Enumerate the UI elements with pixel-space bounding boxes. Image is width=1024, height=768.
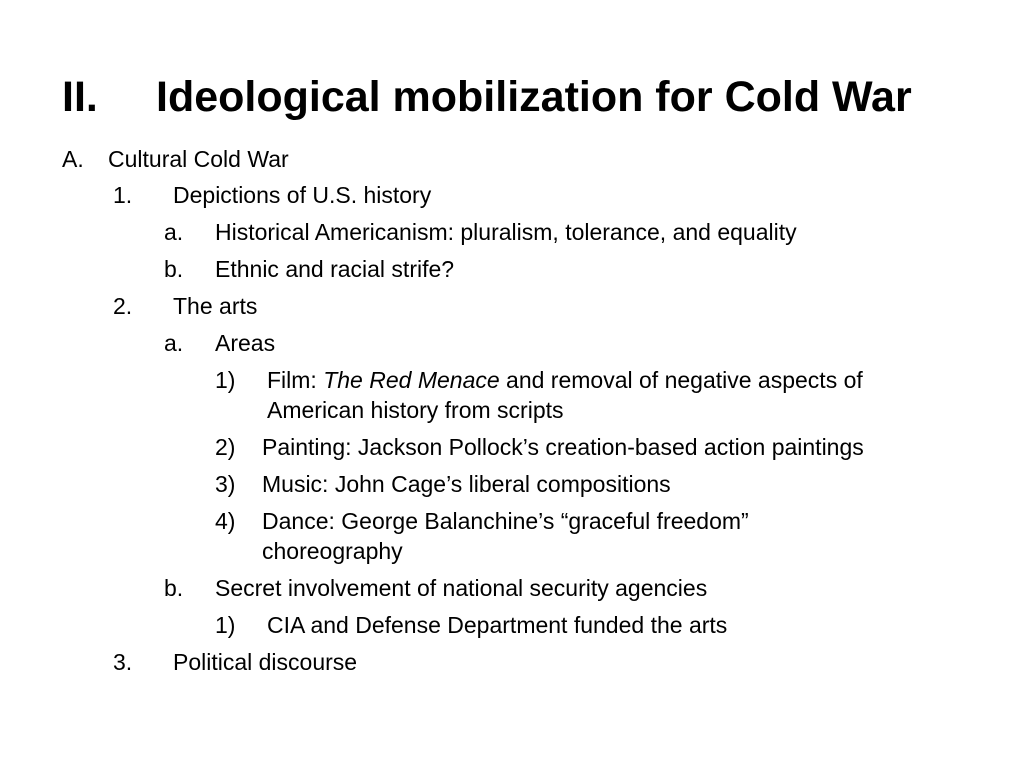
outline-text: Historical Americanism: pluralism, tolerance, and equality bbox=[215, 219, 797, 245]
slide-title bbox=[62, 70, 912, 124]
outline-marker: 3) bbox=[215, 471, 236, 497]
outline-marker: 2) bbox=[215, 434, 236, 460]
outline-marker: 4) bbox=[215, 508, 236, 534]
outline-marker: A. bbox=[62, 146, 84, 172]
outline-text: Depictions of U.S. history bbox=[173, 182, 432, 208]
title-number: II. bbox=[62, 73, 98, 121]
outline-text: Political discourse bbox=[173, 649, 358, 675]
outline-marker: 1) bbox=[215, 367, 236, 393]
outline-text bbox=[267, 365, 863, 395]
film-title: The Red Menace bbox=[323, 367, 500, 393]
outline-text: CIA and Defense Department funded the arts bbox=[267, 612, 728, 638]
outline-text: Painting: Jackson Pollock’s creation-based action paintings bbox=[262, 434, 864, 460]
outline-text-continuation: choreography bbox=[262, 538, 403, 564]
outline-text: Secret involvement of national security agencies bbox=[215, 575, 708, 601]
outline-text: The arts bbox=[173, 293, 258, 319]
outline-text: Ethnic and racial strife? bbox=[215, 256, 455, 282]
outline-text: Music: John Cage’s liberal compositions bbox=[262, 471, 671, 497]
title-text: Ideological mobilization for Cold War bbox=[156, 73, 912, 121]
outline-marker: 3. bbox=[113, 649, 133, 675]
outline-marker: b. bbox=[164, 575, 184, 601]
outline-text: Dance: George Balanchine’s “graceful freedom” bbox=[262, 508, 749, 534]
outline-marker: a. bbox=[164, 219, 184, 245]
film-prefix: Film: bbox=[267, 367, 324, 393]
outline-text: Cultural Cold War bbox=[108, 146, 289, 172]
outline-text: Areas bbox=[215, 330, 276, 356]
outline-marker: 1) bbox=[215, 612, 236, 638]
outline-marker: 2. bbox=[113, 293, 133, 319]
outline-text-continuation: American history from scripts bbox=[267, 397, 564, 423]
outline-marker: 1. bbox=[113, 182, 133, 208]
film-suffix: and removal of negative aspects of bbox=[499, 367, 863, 393]
outline-marker: b. bbox=[164, 256, 184, 282]
outline-marker: a. bbox=[164, 330, 184, 356]
